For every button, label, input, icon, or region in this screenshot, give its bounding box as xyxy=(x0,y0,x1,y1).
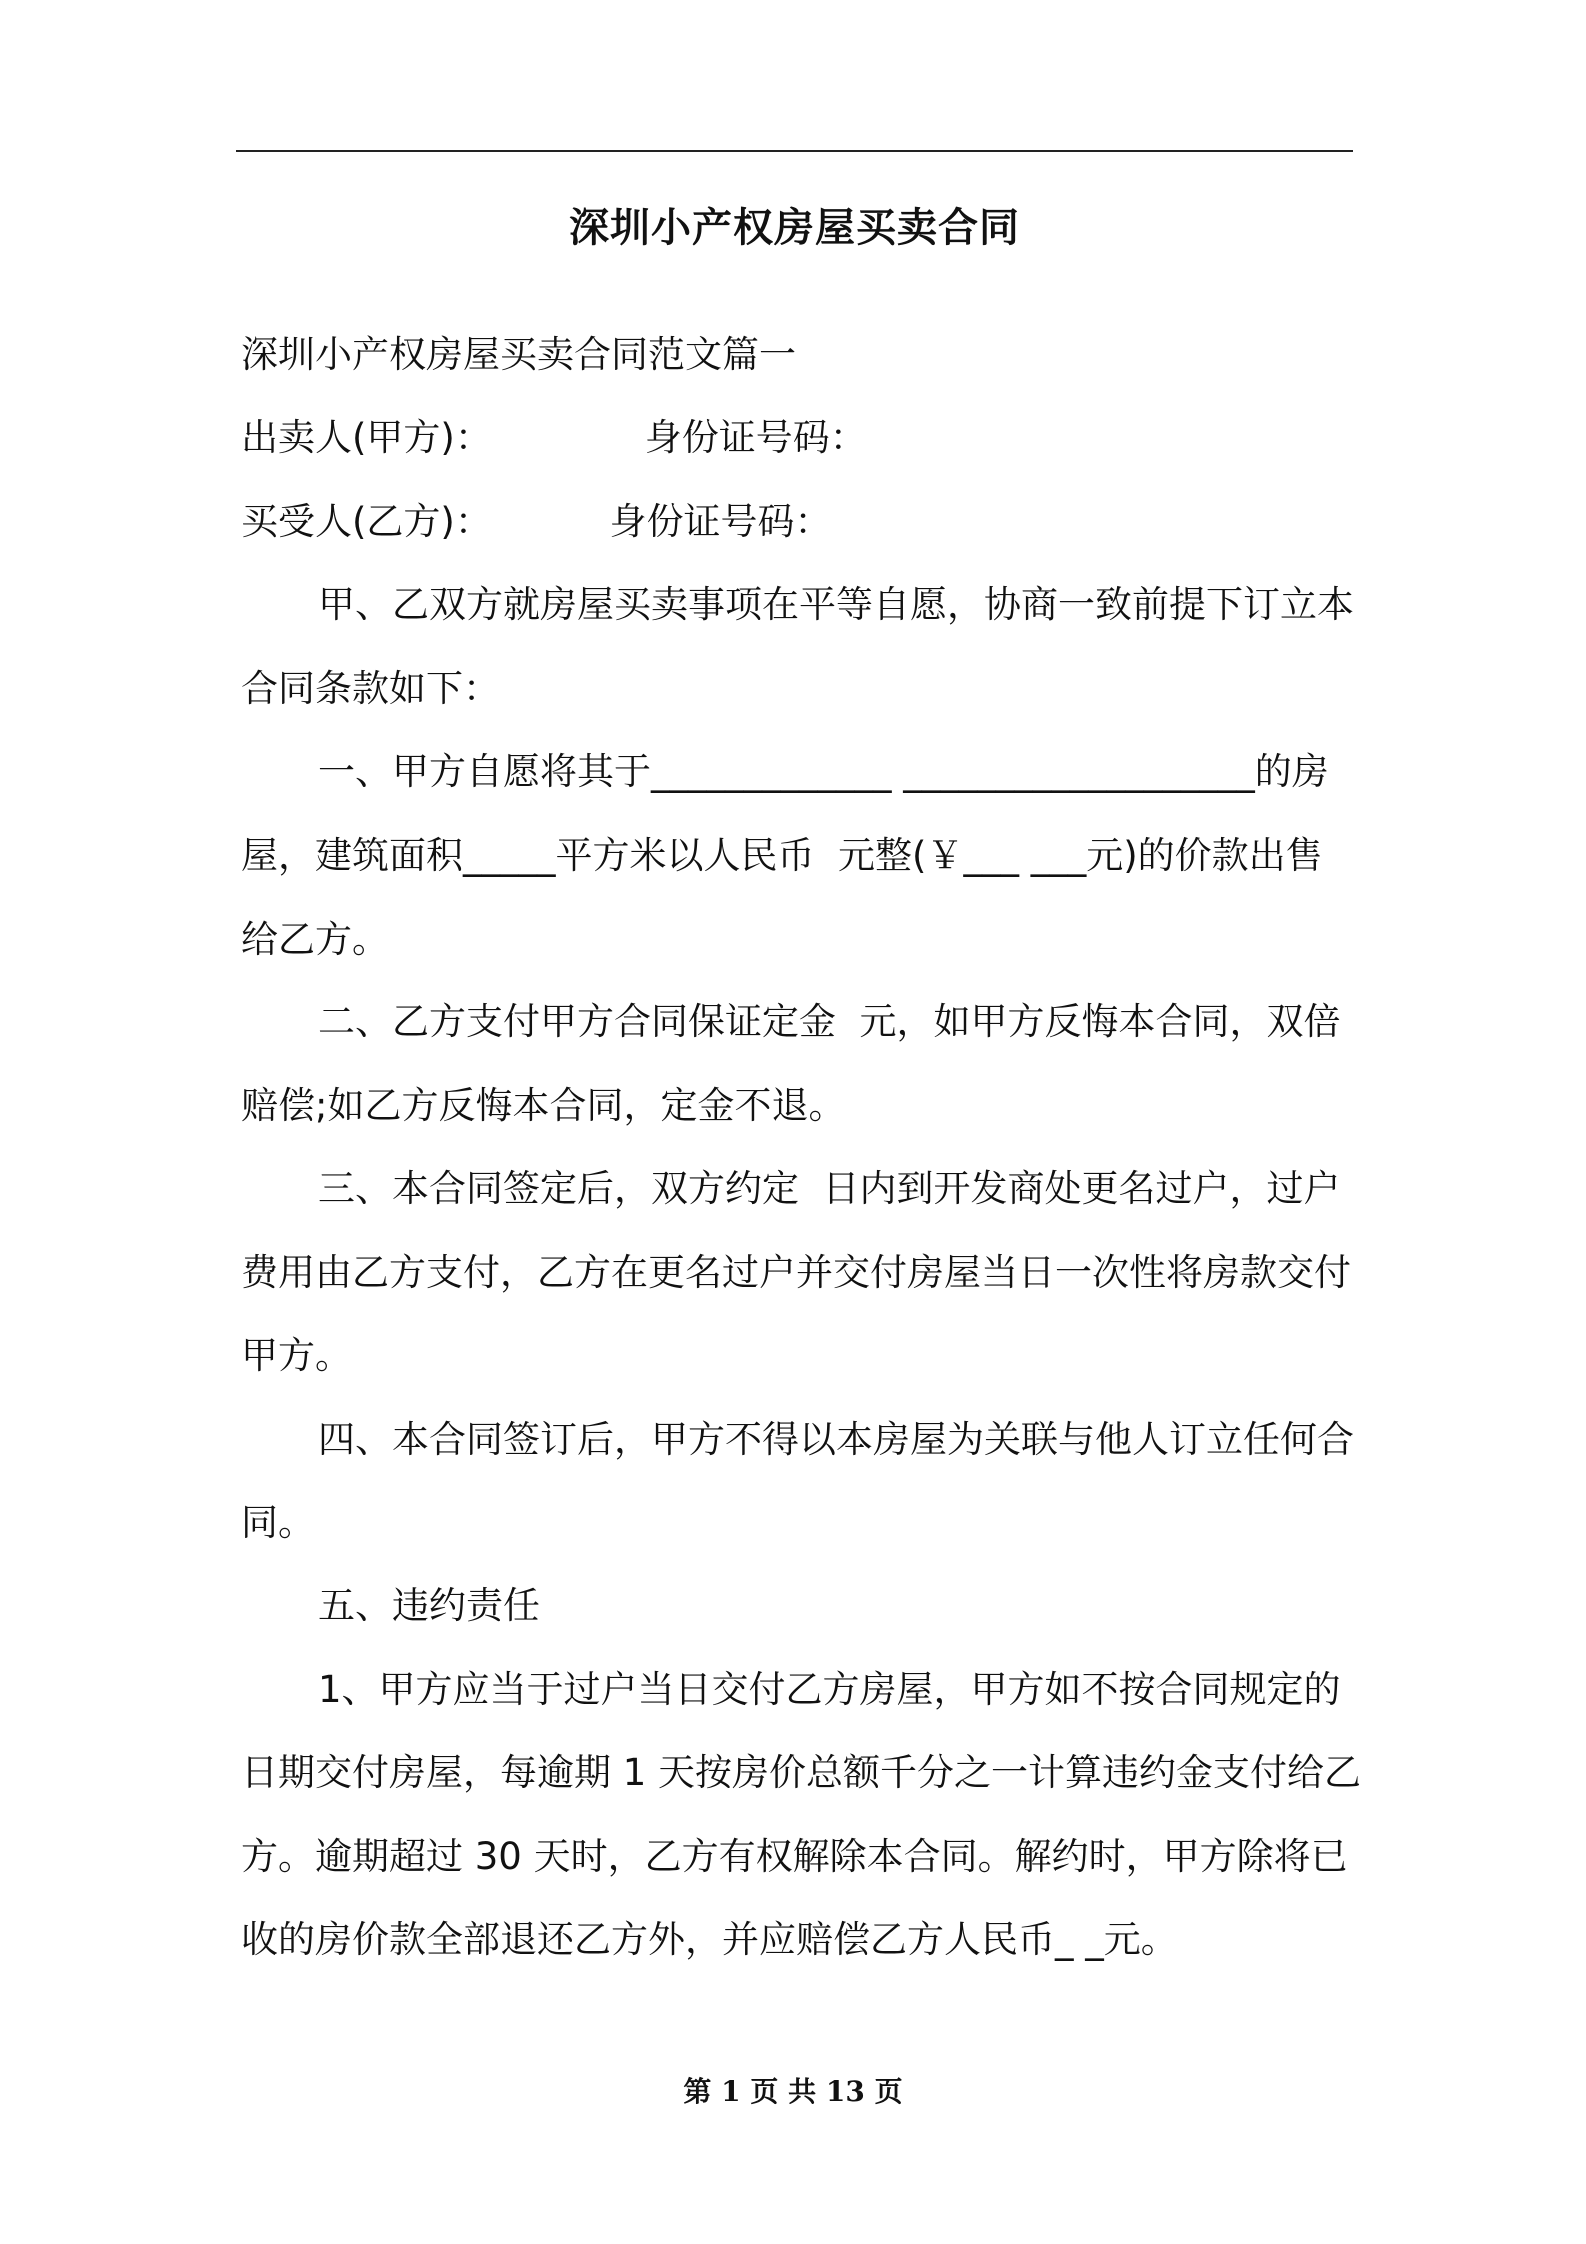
clause-4-line: 四、本合同签订后，甲方不得以本房屋为关联与他人订立任何合 xyxy=(318,1418,1354,1461)
paragraph-line: 甲、乙双方就房屋买卖事项在平等自愿，协商一致前提下订立本 xyxy=(318,583,1354,626)
clause-3-line: 费用由乙方支付，乙方在更名过户并交付房屋当日一次性将房款交付 xyxy=(241,1251,1351,1294)
header-divider xyxy=(236,150,1353,152)
page-number: 第 1 页 共 13 页 xyxy=(683,2075,903,2108)
clause-3-line: 甲方。 xyxy=(241,1334,352,1377)
document-title: 深圳小产权房屋买卖合同 xyxy=(569,205,1020,251)
paragraph-line: 合同条款如下： xyxy=(241,667,500,710)
clause-1-line: 屋，建筑面积_____平方米以人民币 元整(￥___ ___元)的价款出售 xyxy=(241,834,1323,877)
clause-3-line: 三、本合同签定后，双方约定 日内到开发商处更名过户，过户 xyxy=(318,1167,1341,1210)
clause-5-item-line: 日期交付房屋，每逾期 1 天按房价总额千分之一计算违约金支付给乙 xyxy=(241,1751,1362,1794)
clause-5-heading: 五、违约责任 xyxy=(318,1584,540,1627)
clause-4-line: 同。 xyxy=(241,1501,315,1544)
clause-1-line: 一、甲方自愿将其于_____________ ___________________的房 xyxy=(318,750,1329,793)
section-heading: 深圳小产权房屋买卖合同范文篇一 xyxy=(241,333,796,376)
buyer-field-line: 买受人(乙方)： 身份证号码： xyxy=(241,500,832,543)
clause-5-item-line: 收的房价款全部退还乙方外，并应赔偿乙方人民币_ _元。 xyxy=(241,1918,1178,1961)
clause-2-line: 赔偿;如乙方反悔本合同，定金不退。 xyxy=(241,1084,846,1127)
clause-1-line: 给乙方。 xyxy=(241,918,389,961)
clause-5-item-line: 1、甲方应当于过户当日交付乙方房屋，甲方如不按合同规定的 xyxy=(318,1668,1341,1711)
clause-2-line: 二、乙方支付甲方合同保证定金 元，如甲方反悔本合同，双倍 xyxy=(318,1000,1341,1043)
clause-5-item-line: 方。逾期超过 30 天时，乙方有权解除本合同。解约时，甲方除将已 xyxy=(241,1835,1348,1878)
seller-field-line: 出卖人(甲方)： 身份证号码： xyxy=(241,416,867,459)
